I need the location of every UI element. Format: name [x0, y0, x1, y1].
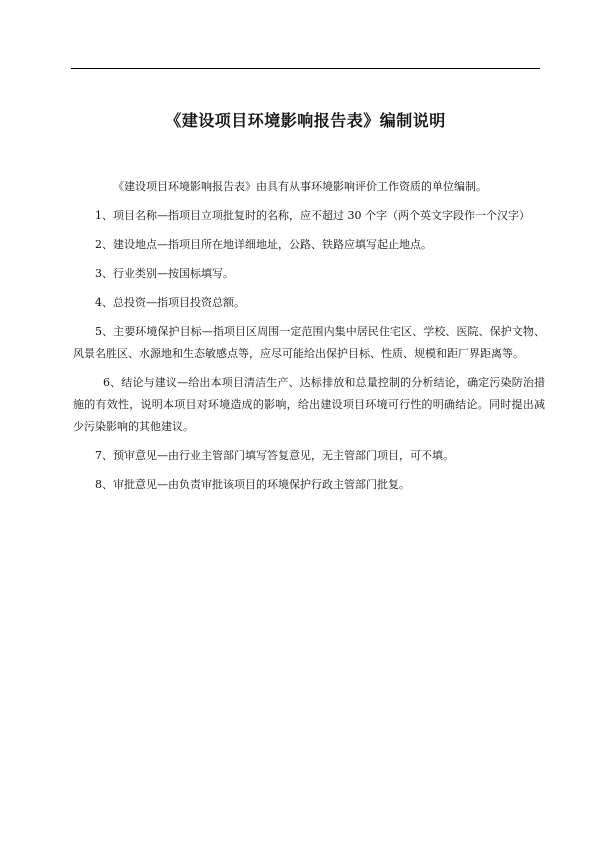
intro-paragraph: 《建设项目环境影响报告表》由具有从事环境影响评价工作资质的单位编制。 — [113, 180, 487, 193]
item-approval-opinion: 8、审批意见—由负责审批该项目的环境保护行政主管部门批复。 — [95, 478, 410, 491]
item-project-name: 1、项目名称—指项目立项批复时的名称，应不超过 30 个字（两个英文字段作一个汉字） — [95, 209, 530, 222]
item-protection-targets: 5、主要环境保护目标—指项目区周围一定范围内集中居民住宅区、学校、医院、保护文物、风景名胜区、水源地和生态敏感点等，应尽可能给出保护目标、性质、规模和距厂界距离等。 — [73, 325, 545, 360]
item-preliminary-review: 7、预审意见—由行业主管部门填写答复意见，无主管部门项目，可不填。 — [95, 449, 454, 462]
item-industry-category: 3、行业类别—按国标填写。 — [95, 267, 234, 280]
item-construction-site: 2、建设地点—指项目所在地详细地址，公路、铁路应填写起止地点。 — [95, 238, 432, 251]
header-rule — [71, 68, 540, 69]
document-body — [73, 176, 545, 503]
document-title: 《建设项目环境影响报告表》编制说明 — [165, 111, 446, 130]
item-conclusions: 6、结论与建议—给出本项目清洁生产、达标排放和总量控制的分析结论，确定污染防治措施的有效性，说明本项目对环境造成的影响，给出建设项目环境可行性的明确结论。同时提出减少污染影响的其他建议。 — [73, 376, 545, 433]
item-total-investment: 4、总投资—指项目投资总额。 — [95, 296, 245, 309]
